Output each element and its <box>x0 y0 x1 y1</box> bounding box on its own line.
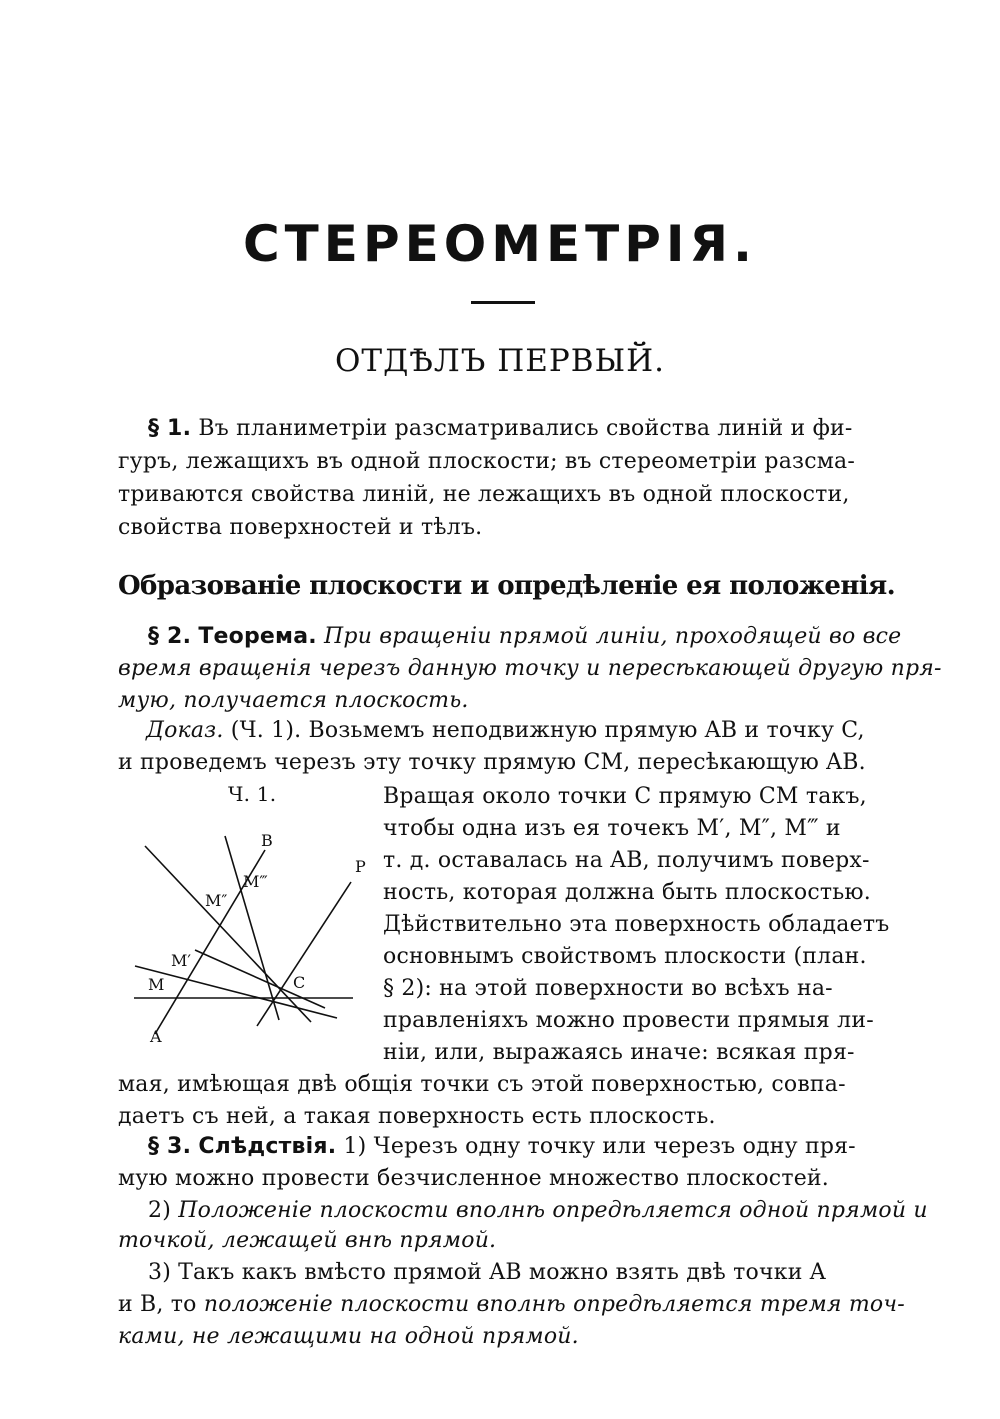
label-c: C <box>293 973 306 992</box>
proof-wrap-line9: ніи, или, выражаясь иначе: всякая пря- <box>383 1040 855 1065</box>
theorem-label: Теорема. <box>198 624 317 649</box>
section-title: ОТДѢЛЪ ПЕРВЫЙ. <box>335 343 665 379</box>
proof-full-line1: мая, имѣющая двѣ общія точки съ этой поверхностью, совпа- <box>118 1072 846 1097</box>
label-b: B <box>261 831 273 850</box>
label-m: M <box>148 975 165 994</box>
corollary-label: Слѣдствія. <box>198 1134 337 1159</box>
figure-1-diagram <box>125 790 375 1050</box>
label-m3: M‴ <box>243 872 268 891</box>
para3-line1: § 3. Слѣдствія. 1) Черезъ одну точку или черезъ одну пря- <box>148 1134 856 1159</box>
para1-line1: § 1. Въ планиметріи разсматривались свойства линій и фи- <box>148 416 853 441</box>
proof-wrap-line1: Вращая около точки C прямую CM такъ, <box>383 784 867 809</box>
para2-mark: § 2. <box>148 624 192 649</box>
proof-line2: и проведемъ черезъ эту точку прямую CM, пересѣкающую AB. <box>118 750 866 775</box>
para1-line4: свойства поверхностей и тѣлъ. <box>118 515 483 540</box>
item3-line2: и B, то положеніе плоскости вполнѣ опредѣляется тремя точ- <box>118 1292 905 1317</box>
para1-line2: гуръ, лежащихъ въ одной плоскости; въ стереометріи разсма- <box>118 449 855 474</box>
para2-line2: время вращенія черезъ данную точку и пересѣкающей другую пря- <box>118 656 942 681</box>
label-m2: M″ <box>205 891 228 910</box>
proof-wrap-line3: т. д. оставалась на AB, получимъ поверх- <box>383 848 870 873</box>
para3-line2: мую можно провести безчисленное множество плоскостей. <box>118 1166 829 1191</box>
para1-mark: § 1. <box>148 416 192 441</box>
proof-wrap-line8: правленіяхъ можно провести прямыя ли- <box>383 1008 874 1033</box>
proof-full-line2: даетъ съ ней, а такая поверхность есть плоскость. <box>118 1104 716 1129</box>
item2-line1: 2) Положеніе плоскости вполнѣ опредѣляется одной прямой и <box>148 1198 928 1223</box>
para1-line3: триваются свойства линій, не лежащихъ въ одной плоскости, <box>118 482 850 507</box>
section-heading: Образованіе плоскости и опредѣленіе ея положенія. <box>118 571 896 601</box>
proof-wrap-line2: чтобы одна изъ ея точекъ M′, M″, M‴ и <box>383 816 841 841</box>
line-ab <box>225 836 279 1020</box>
item3-line1: 3) Такъ какъ вмѣсто прямой AB можно взять двѣ точки A <box>148 1260 826 1285</box>
line-cp <box>257 882 351 1026</box>
proof-wrap-line6: основнымъ свойствомъ плоскости (план. <box>383 944 867 969</box>
proof-wrap-line4: ность, которая должна быть плоскостью. <box>383 880 871 905</box>
label-a: A <box>150 1027 162 1046</box>
para3-mark: § 3. <box>148 1134 192 1159</box>
page-title: СТЕРЕОМЕТРІЯ. <box>242 215 758 273</box>
label-p: P <box>355 857 366 876</box>
line-cm-rotating <box>145 846 311 1022</box>
para2-line3: мую, получается плоскость. <box>118 688 469 713</box>
line-through-m1 <box>135 966 337 1018</box>
item3-line3: ками, не лежащими на одной прямой. <box>118 1324 579 1349</box>
proof-wrap-line7: § 2): на этой поверхности во всѣхъ на- <box>383 976 833 1001</box>
title-divider <box>471 301 535 304</box>
proof-wrap-line5: Дѣйствительно эта поверхность обладаетъ <box>383 912 890 937</box>
item2-line2: точкой, лежащей внѣ прямой. <box>118 1228 497 1253</box>
figure-caption: Ч. 1. <box>228 782 277 806</box>
label-m1: M′ <box>171 951 192 970</box>
proof-line1: Доказ. (Ч. 1). Возьмемъ неподвижную прямую AB и точку C, <box>146 718 865 743</box>
para2-line1: § 2. Теорема. При вращеніи прямой линіи, проходящей во все <box>148 624 902 649</box>
line-extra <box>195 950 325 1008</box>
proof-label: Доказ. <box>146 718 224 743</box>
